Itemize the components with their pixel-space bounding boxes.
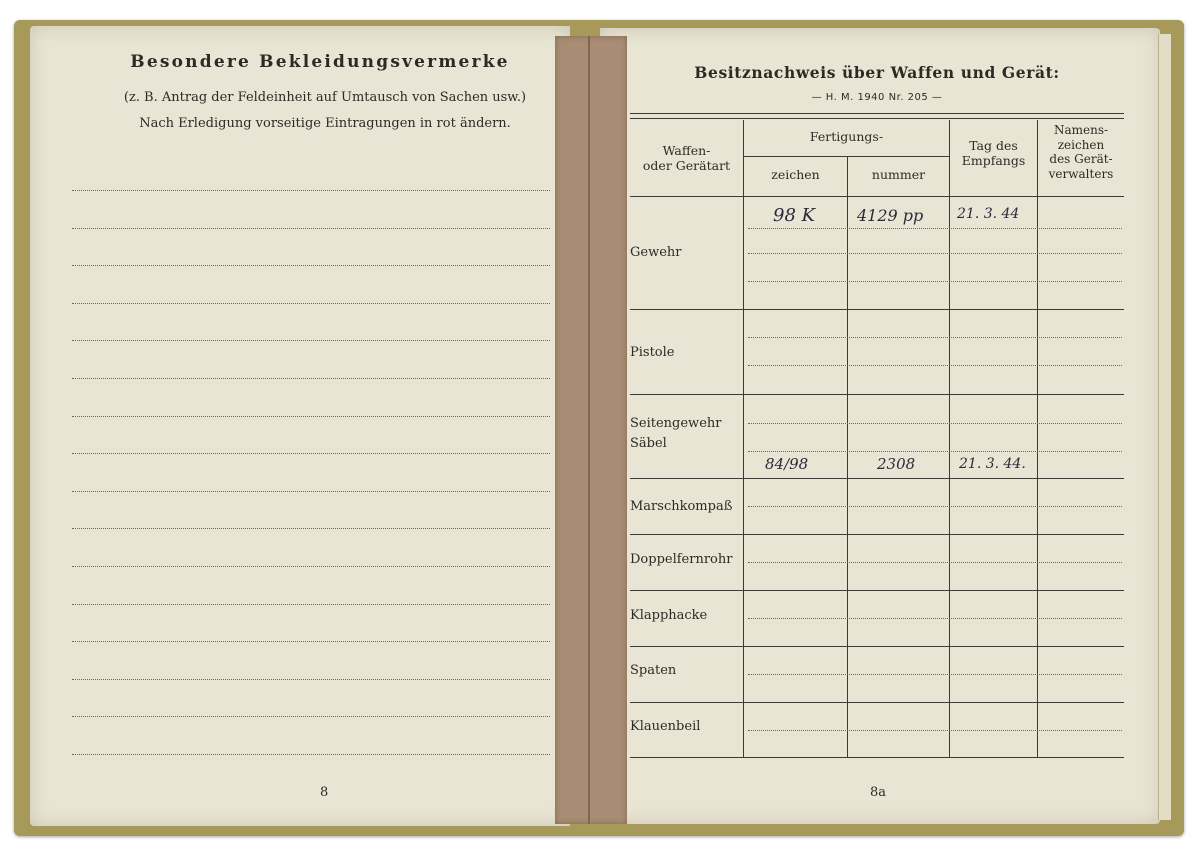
left-page bbox=[30, 26, 570, 826]
header-date-text: Tag des Empfangs bbox=[961, 138, 1026, 168]
header-initials bbox=[1038, 123, 1124, 181]
header-mark: zeichen bbox=[771, 167, 820, 182]
row-separator bbox=[630, 757, 1124, 758]
header-type bbox=[630, 143, 743, 173]
table-col-divider bbox=[1037, 120, 1038, 757]
row-separator bbox=[630, 309, 1124, 310]
writing-line bbox=[72, 528, 550, 529]
handwritten-mark-gewehr: 98 K bbox=[773, 205, 816, 226]
row-separator bbox=[630, 590, 1124, 591]
row-separator bbox=[630, 534, 1124, 535]
writing-line bbox=[72, 228, 550, 229]
cell-guide-line bbox=[748, 618, 1122, 619]
left-page-subtitle-2: Nach Erledigung vorseitige Eintragungen in rot ändern. bbox=[139, 116, 511, 131]
header-manufacturing: Fertigungs- bbox=[809, 129, 884, 144]
header-number: nummer bbox=[871, 167, 926, 182]
cell-guide-line bbox=[748, 423, 1122, 424]
table-header-rule bbox=[630, 196, 1124, 197]
writing-line bbox=[72, 641, 550, 642]
writing-line bbox=[72, 416, 550, 417]
page-edges bbox=[1158, 34, 1171, 820]
left-page-subtitle-1: (z. B. Antrag der Feldeinheit auf Umtausch von Sachen usw.) bbox=[123, 90, 527, 105]
right-page-title: Besitznachweis über Waffen und Gerät: bbox=[694, 63, 1060, 82]
writing-line bbox=[72, 340, 550, 341]
row-separator bbox=[630, 646, 1124, 647]
table-top-rule-2 bbox=[630, 118, 1124, 119]
cell-guide-line bbox=[748, 228, 1122, 229]
writing-line bbox=[72, 716, 550, 717]
cell-guide-line bbox=[748, 562, 1122, 563]
right-page-subtitle: — H. M. 1940 Nr. 205 — bbox=[811, 92, 943, 103]
writing-line bbox=[72, 453, 550, 454]
row-separator bbox=[630, 702, 1124, 703]
row-label-marschkompass: Marschkompaß bbox=[630, 499, 733, 514]
binding-tape bbox=[555, 36, 627, 824]
handwritten-date-gewehr: 21. 3. 44 bbox=[957, 206, 1020, 222]
row-label-klapphacke: Klapphacke bbox=[630, 608, 708, 623]
row-label-gewehr: Gewehr bbox=[630, 245, 682, 260]
header-date bbox=[950, 138, 1037, 168]
cell-guide-line bbox=[748, 365, 1122, 366]
handwritten-mark-seitengewehr: 84/98 bbox=[765, 455, 809, 473]
table-top-rule bbox=[630, 113, 1124, 114]
header-type-text: Waffen- oder Gerätart bbox=[642, 143, 731, 173]
handwritten-date-seitengewehr: 21. 3. 44. bbox=[959, 456, 1026, 472]
writing-line bbox=[72, 265, 550, 266]
writing-line bbox=[72, 491, 550, 492]
row-label-spaten: Spaten bbox=[630, 663, 677, 678]
writing-line bbox=[72, 754, 550, 755]
left-page-title: Besondere Bekleidungsvermerke bbox=[130, 52, 510, 72]
row-separator bbox=[630, 394, 1124, 395]
binding-fold bbox=[588, 36, 590, 824]
handwritten-number-gewehr: 4129 pp bbox=[857, 206, 924, 225]
cell-guide-line bbox=[748, 506, 1122, 507]
row-separator bbox=[630, 478, 1124, 479]
left-page-number: 8 bbox=[320, 785, 329, 800]
cell-guide-line bbox=[748, 281, 1122, 282]
writing-line bbox=[72, 378, 550, 379]
right-page-number: 8a bbox=[870, 785, 887, 800]
cell-guide-line bbox=[748, 337, 1122, 338]
table-col-divider bbox=[847, 156, 848, 757]
cell-guide-line bbox=[748, 451, 1122, 452]
row-label-pistole: Pistole bbox=[630, 345, 675, 360]
row-label-klauenbeil: Klauenbeil bbox=[630, 719, 701, 734]
cell-guide-line bbox=[748, 253, 1122, 254]
handwritten-number-seitengewehr: 2308 bbox=[877, 455, 916, 473]
table-col-divider bbox=[949, 120, 950, 757]
writing-line bbox=[72, 303, 550, 304]
writing-line bbox=[72, 190, 550, 191]
row-label-seitengewehr: Seitengewehr Säbel bbox=[630, 416, 722, 451]
cell-guide-line bbox=[748, 674, 1122, 675]
writing-line bbox=[72, 604, 550, 605]
row-label-doppelfernrohr: Doppelfernrohr bbox=[630, 552, 733, 567]
writing-line bbox=[72, 566, 550, 567]
table-col-divider bbox=[743, 120, 744, 757]
cell-guide-line bbox=[748, 730, 1122, 731]
header-initials-text: Namens- zeichen des Gerät- verwalters bbox=[1048, 123, 1114, 181]
writing-line bbox=[72, 679, 550, 680]
